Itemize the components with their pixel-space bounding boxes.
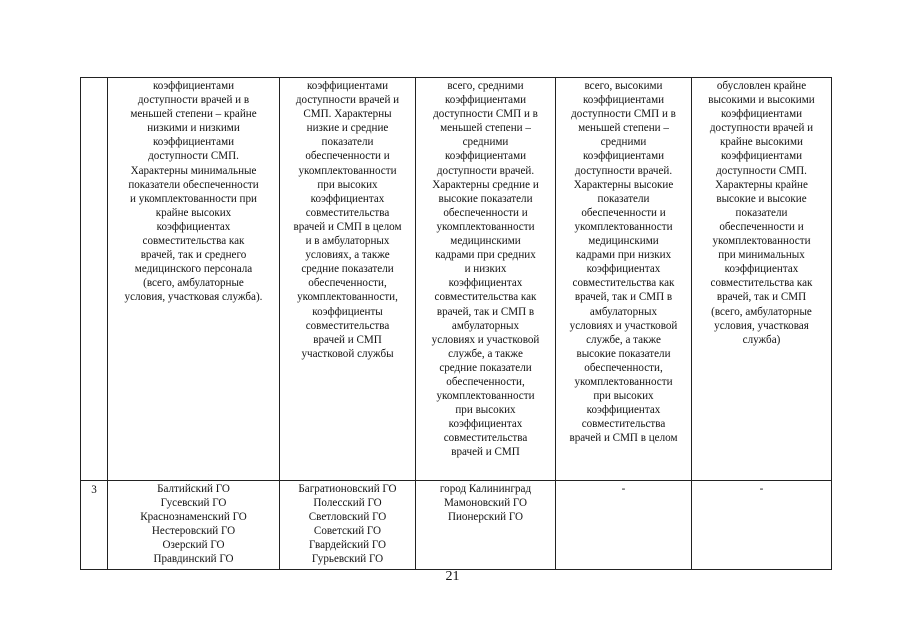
page-number: 21 <box>445 569 460 584</box>
row-number-cell <box>81 78 108 481</box>
table-row <box>81 481 832 570</box>
table-cell: всего, высокими коэффициентами доступности СМП и в меньшей степени – средними коэффициентами доступности врачей. Характерны высокие показатели обеспеченности и укомплектованности медицинскими кадрами при низких коэффициентах совместительства как врачей, так и СМП в амбулаторных условиях и участковой службе, а также высокие показатели обеспеченности, укомплектованности при высоких коэффициентах совместительства врачей и СМП в целом <box>556 78 692 481</box>
table-cell: город Калининград Мамоновский ГО Пионерский ГО <box>416 481 556 570</box>
table-cell: Балтийский ГО Гусевский ГО Краснознаменский ГО Нестеровский ГО Озерский ГО Правдинский ГО <box>108 481 280 570</box>
table-cell: коэффициентами доступности врачей и в меньшей степени – крайне низкими и низкими коэффициентами доступности СМП. Характерны минимальные показатели обеспеченности и укомплектованности при крайне высоких коэффициентах совместительства как врачей, так и среднего медицинского персонала (всего, амбулаторные условия, участковая служба). <box>108 78 280 481</box>
row-number-cell: 3 <box>81 481 108 570</box>
table-cell: - <box>692 481 832 570</box>
table-cell: всего, средними коэффициентами доступности СМП и в меньшей степени – средними коэффициентами доступности врачей. Характерны средние и высокие показатели обеспеченности и укомплектованности медицинскими кадрами при средних и низких коэффициентах совместительства как врачей, так и СМП в амбулаторных условиях и участковой службе, а также средние показатели обеспеченности, укомплектованности при высоких коэффициентах совместительства врачей и СМП <box>416 78 556 481</box>
table-cell: обусловлен крайне высокими и высокими коэффициентами доступности врачей и крайне высокими коэффициентами доступности СМП. Характерны крайне высокие и высокие показатели обеспеченности и укомплектованности при минимальных коэффициентах совместительства как врачей, так и СМП (всего, амбулаторные условия, участковая служба) <box>692 78 832 481</box>
classification-table <box>80 77 832 570</box>
table-cell: коэффициентами доступности врачей и СМП. Характерны низкие и средние показатели обеспеченности и укомплектованности при высоких коэффициентах совместительства врачей и СМП в целом и в амбулаторных условиях, а также средние показатели обеспеченности, укомплектованности, коэффициенты совместительства врачей и СМП участковой службы <box>280 78 416 481</box>
table-cell: Багратионовский ГО Полесский ГО Светловский ГО Советский ГО Гвардейский ГО Гурьевский ГО <box>280 481 416 570</box>
table-cell: - <box>556 481 692 570</box>
table-row <box>81 78 832 481</box>
